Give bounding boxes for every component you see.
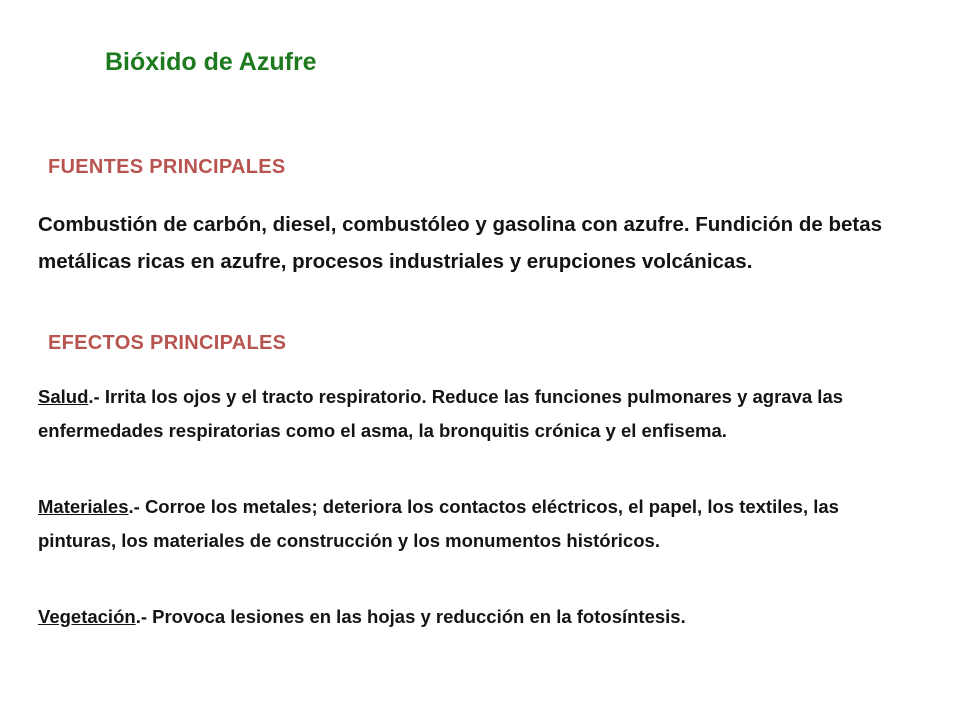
fuentes-heading: FUENTES PRINCIPALES: [48, 156, 286, 178]
efectos-heading: EFECTOS PRINCIPALES: [48, 332, 287, 354]
efecto-salud-text: .- Irrita los ojos y el tracto respiratorio. Reduce las funciones pulmonares y agrava las enfermedades respiratorias como el asma, la bronquitis crónica y el enfisema.: [38, 386, 844, 441]
efecto-materiales: [38, 490, 913, 558]
efecto-materiales-text: .- Corroe los metales; deteriora los contactos eléctricos, el papel, los textiles, las pinturas, los materiales de construcción y los monumentos históricos.: [38, 496, 839, 551]
efecto-materiales-term: Materiales: [38, 496, 129, 517]
efecto-vegetacion: [38, 600, 913, 634]
efecto-vegetacion-term: Vegetación: [38, 606, 136, 627]
fuentes-text: Combustión de carbón, diesel, combustóleo y gasolina con azufre. Fundición de betas metálicas ricas en azufre, procesos industriales y erupciones volcánicas.: [38, 213, 883, 273]
efecto-salud-term: Salud: [38, 386, 89, 407]
slide-title: Bióxido de Azufre: [105, 48, 317, 76]
efecto-vegetacion-text: .- Provoca lesiones en las hojas y reducción en la fotosíntesis.: [135, 606, 686, 627]
efecto-salud: [38, 380, 913, 448]
